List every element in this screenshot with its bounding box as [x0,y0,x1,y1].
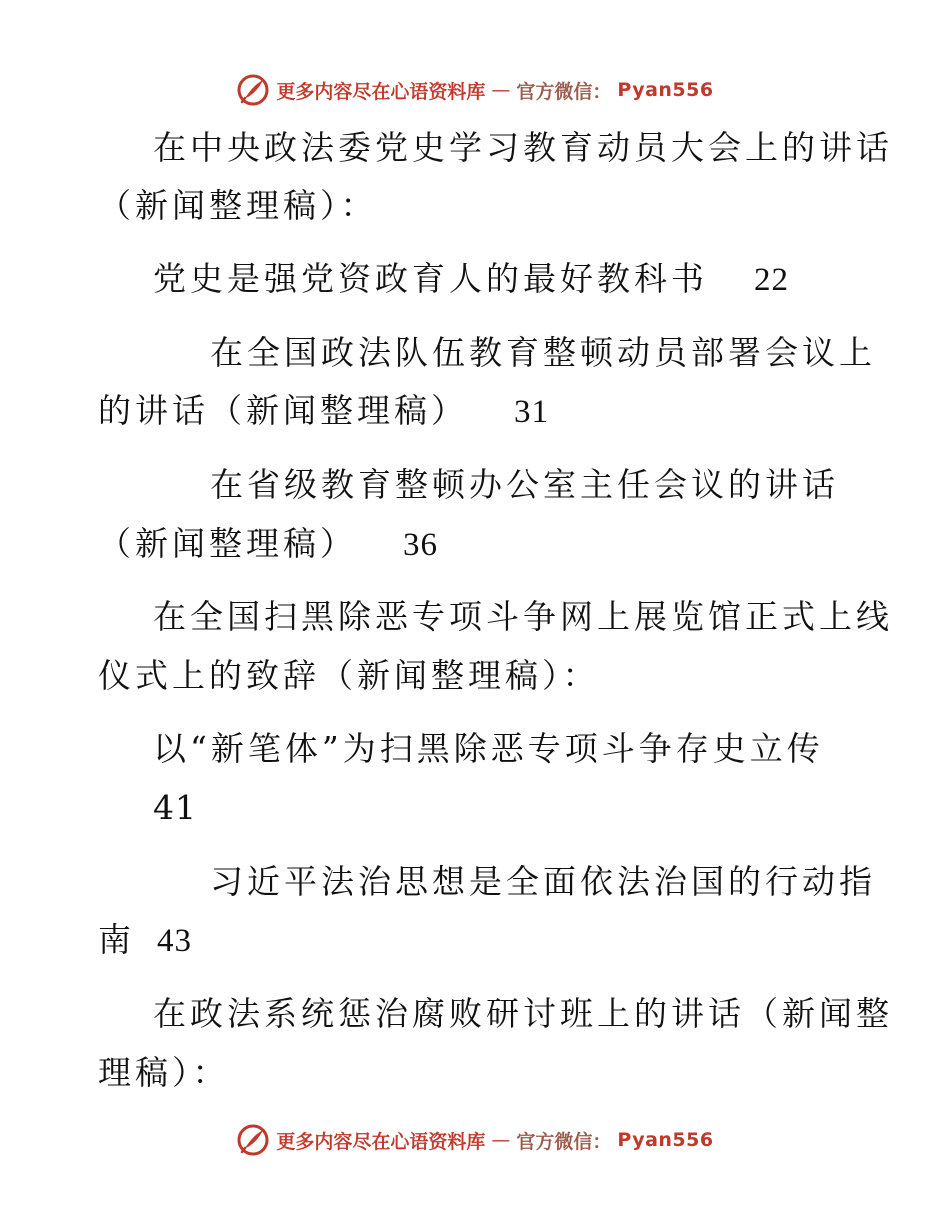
footer-watermark [0,1120,950,1160]
toc-entry-title: 习近平法治思想是全面依法治国的行动指 [210,862,876,901]
toc-page-number: 41 [153,788,197,827]
toc-entry-title: 以“新笔体”为扫黑除恶专项斗争存史立传 [153,729,824,768]
watermark-text: 更多内容尽在心语资料库 [276,80,486,103]
toc-entry-title-continued: （新闻整理稿） [98,524,357,563]
toc-entry [98,920,192,961]
toc-entry-title: 在政法系统惩治腐败研讨班上的讲话（新闻整 [153,994,893,1033]
toc-entry-title: 党史是强党资政育人的最好教科书 [153,259,708,298]
toc-entry-title: 在中央政法委党史学习教育动员大会上的讲话 [153,128,893,167]
toc-entry-title-continued: （新闻整理稿）： [98,186,378,225]
toc-page-number: 36 [403,527,438,563]
header-watermark [0,70,950,110]
watermark-banner [236,1123,713,1157]
toc-entry-title-continued: 仪式上的致辞（新闻整理稿）： [98,656,600,695]
toc-entry-title-continued: 的讲话（新闻整理稿） [98,391,468,430]
watermark-dash: — [491,1129,511,1151]
toc-entry-title: 在省级教育整顿办公室主任会议的讲话 [210,465,839,504]
watermark-dash: — [491,79,511,101]
toc-page-number: 31 [514,394,549,430]
toc-entry [98,391,549,432]
toc-page-number: 43 [157,923,192,959]
toc-page-number: 22 [754,262,789,298]
toc-entry-title-continued: 理稿）： [98,1053,230,1092]
toc-entry-title-continued: 南 [98,920,135,959]
watermark-banner [236,73,713,107]
watermark-wechat-id: Pyan556 [617,1129,714,1151]
watermark-wechat-id: Pyan556 [617,79,714,101]
toc-entry-title: 在全国政法队伍教育整顿动员部署会议上 [210,333,876,372]
toc-entry-title: 在全国扫黑除恶专项斗争网上展览馆正式上线 [153,597,893,636]
watermark-text: 更多内容尽在心语资料库 [276,1130,486,1153]
quill-logo-icon [236,73,270,107]
watermark-official-label: 官方微信： [516,80,612,103]
watermark-official-label: 官方微信： [516,1130,612,1153]
toc-entry [98,524,438,565]
toc-entry [153,259,789,300]
quill-logo-icon [236,1123,270,1157]
